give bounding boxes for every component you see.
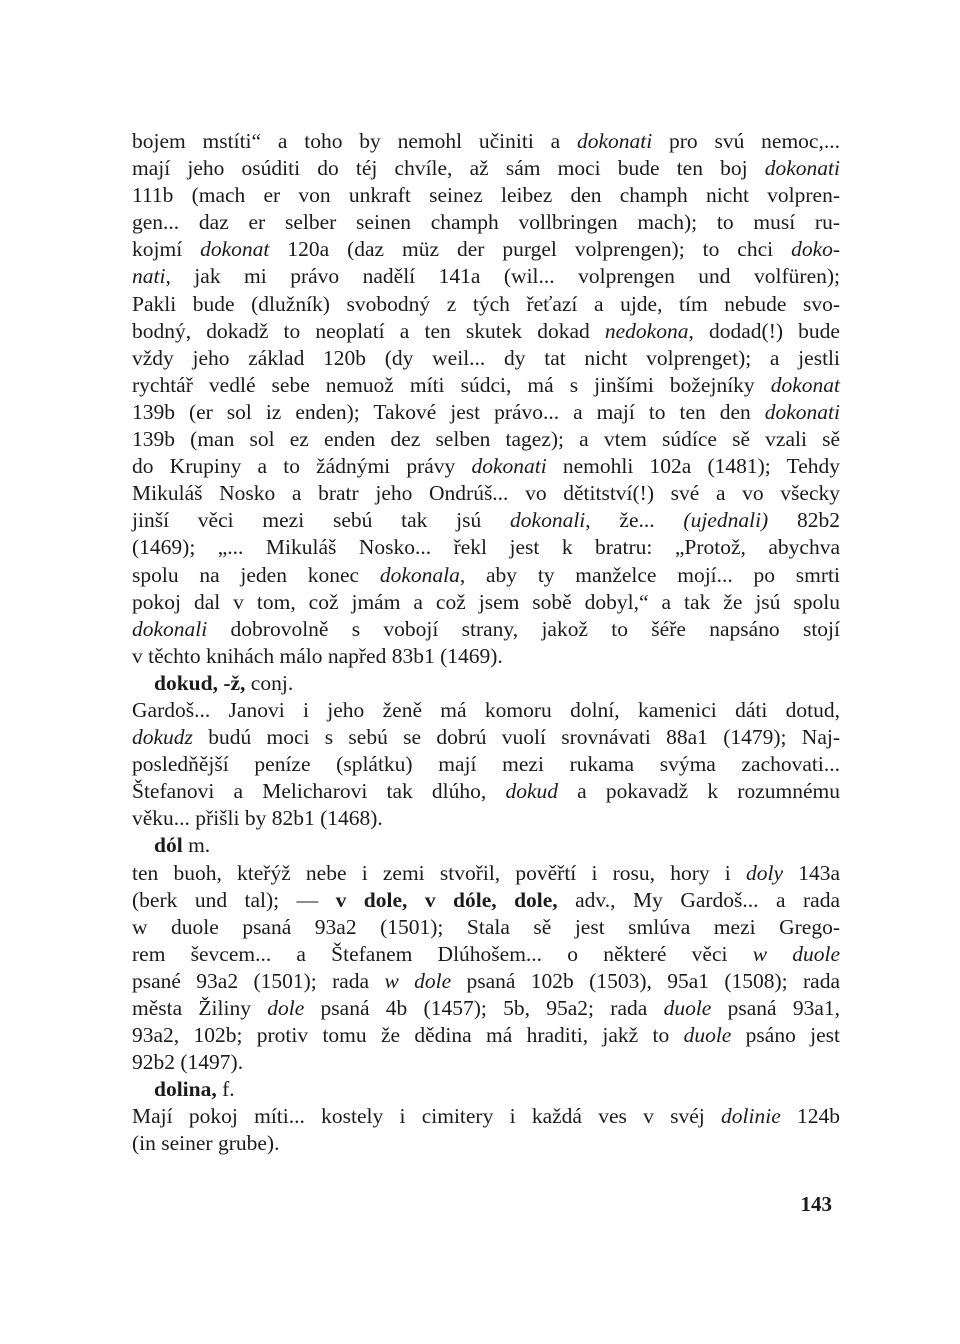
page-text — [132, 128, 840, 1158]
text-line: 111b (mach er von unkraft seinez leibez den champh nicht volpren- — [132, 183, 840, 208]
text-line: (1469); „... Mikuláš Nosko... řekl jest k bratru: „Protož, abychva — [132, 535, 840, 560]
text-line: města Žiliny dole psaná 4b (1457); 5b, 95a2; rada duole psaná 93a1, — [132, 996, 841, 1020]
text-line: kojmí dokonat 120a (daz müz der purgel volprengen); to chci doko- — [132, 237, 841, 262]
text-line: spolu na jeden konec dokonala, aby ty manželce mojí... po smrti — [132, 562, 841, 587]
entry-paragraph — [132, 860, 840, 1077]
headword: dolina, f. — [154, 1077, 235, 1102]
text-line: v těchto knihách málo napřed 83b1 (1469). — [132, 643, 503, 668]
text-line: psané 93a2 (1501); rada w dole psaná 102b (1503), 95a1 (1508); rada — [132, 968, 840, 993]
text-line: 139b (er sol iz enden); Takové jest právo... a mají to ten den dokonati — [132, 399, 840, 424]
text-line: rem ševcem... a Štefanem Dlúhošem... o některé věci w duole — [132, 941, 840, 966]
text-line: vždy jeho základ 120b (dy weil... dy tat nicht volprenget); a jestli — [132, 345, 840, 370]
entry-paragraph — [132, 1103, 840, 1157]
text-line: Mají pokoj míti... kostely i cimitery i každá ves v svéj dolinie 124b — [132, 1104, 841, 1129]
entry-paragraph — [132, 128, 840, 670]
text-line: (in seiner grube). — [132, 1131, 280, 1156]
text-line: ten buoh, kteřýž nebe i zemi stvořil, pověřtí i rosu, hory i doly 143a — [132, 860, 840, 885]
text-line: 93a2, 102b; protiv tomu že dědina má hraditi, jakž to duole psáno jest — [132, 1023, 840, 1048]
text-line: dokudz budú moci s sebú se dobrú vuolí srovnávati 88a1 (1479); Naj- — [132, 725, 840, 750]
text-line: bodný, dokadž to neoplatí a ten skutek dokad nedokona, dodad(!) bude — [132, 318, 840, 343]
page-number: 143 — [800, 1192, 832, 1216]
text-line: Pakli bude (dlužník) svobodný z tých řeťazí a ujde, tím nebude svo- — [132, 291, 840, 316]
text-line: 139b (man sol ez enden dez selben tagez); a vtem súdíce sě vzali sě — [132, 427, 840, 452]
text-line: mají jeho osúditi do téj chvíle, až sám moci bude ten boj dokonati — [132, 156, 840, 181]
entry-paragraph — [132, 697, 840, 832]
text-line: nati, jak mi právo nadělí 141a (wil... volprengen und volfüren); — [132, 264, 840, 289]
text-line: do Krupiny a to žádnými právy dokonati nemohli 102a (1481); Tehdy — [132, 454, 840, 479]
text-line: 92b2 (1497). — [132, 1050, 244, 1075]
text-line: věku... přišli by 82b1 (1468). — [132, 806, 383, 831]
text-line: posledňější peníze (splátku) mají mezi rukama svýma zachovati... — [132, 752, 840, 777]
text-line: w duole psaná 93a2 (1501); Stala sě jest smlúva mezi Grego- — [132, 914, 840, 939]
text-line: Gardoš... Janovi i jeho ženě má komoru dolní, kamenici dáti dotud, — [132, 697, 840, 722]
text-line: pokoj dal v tom, což jmám a což jsem sobě dobyl,“ a tak že jsú spolu — [132, 589, 840, 614]
text-line: (berk und tal); — v dole, v dóle, dole, adv., My Gardoš... a rada — [132, 887, 840, 912]
text-line: jinší věci mezi sebú tak jsú dokonali, že... (ujednali) 82b2 — [132, 508, 840, 533]
text-line: bojem mstíti“ a toho by nemohl učiniti a dokonati pro svú nemoc,... — [132, 129, 840, 153]
text-line: rychtář vedlé sebe nemuož míti súdci, má s jinšími božejníky dokonat — [132, 372, 840, 397]
text-line: dokonali dobrovolně s vobojí strany, jakož to šéře napsáno stojí — [132, 616, 840, 641]
text-line: Štefanovi a Melicharovi tak dlúho, dokud a pokavadž k rozumnému — [132, 779, 840, 804]
text-line: gen... daz er selber seinen champh vollbringen mach); to musí ru- — [132, 210, 840, 235]
text-line: Mikuláš Nosko a bratr jeho Ondrúš... vo dětitství(!) své a vo všecky — [132, 481, 840, 506]
headword: dól m. — [154, 833, 211, 858]
headword: dokud, -ž, conj. — [154, 670, 294, 695]
